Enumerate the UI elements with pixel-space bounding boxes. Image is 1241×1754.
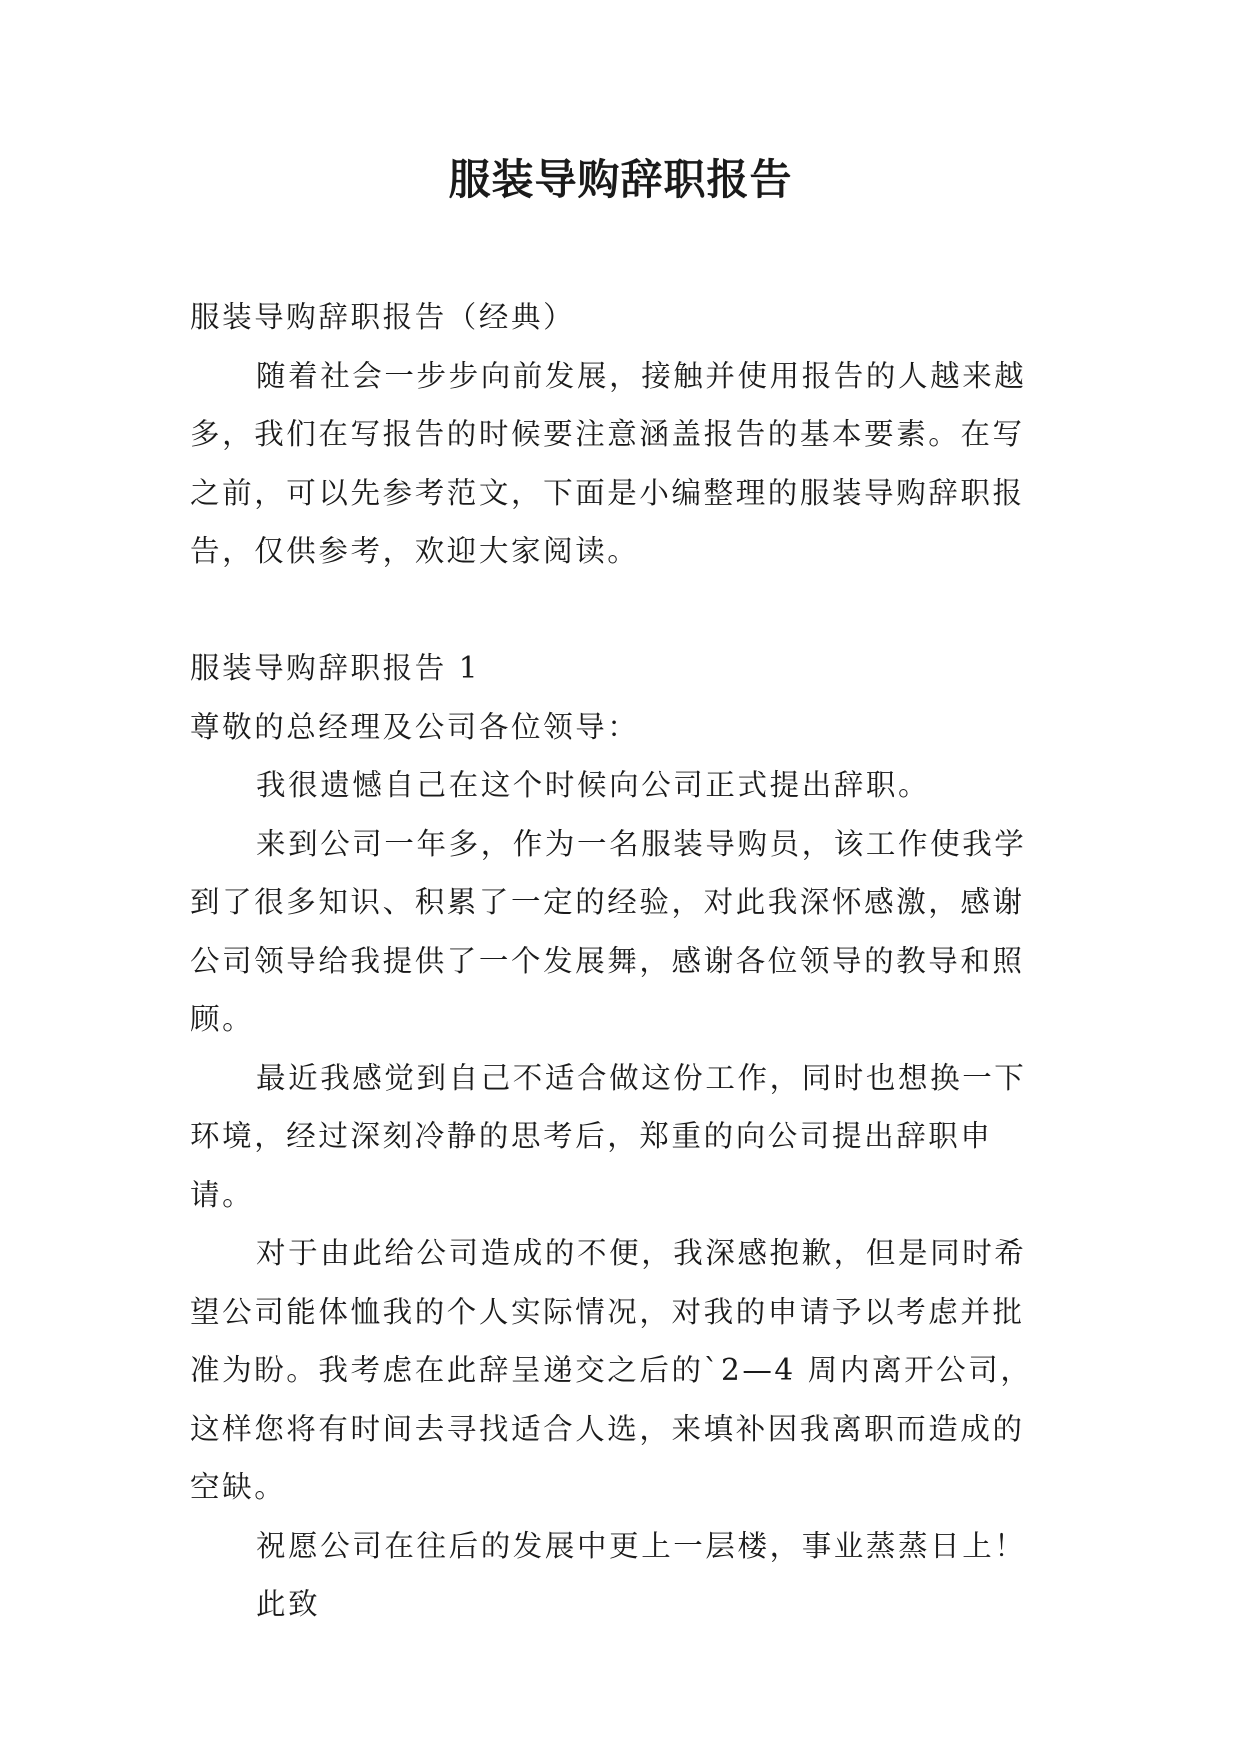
body-paragraph: 我很遗憾自己在这个时候向公司正式提出辞职。 bbox=[256, 768, 931, 802]
document-body bbox=[190, 288, 1050, 1634]
body-paragraph: 来到公司一年多，作为一名服装导购员，该工作使我学到了很多知识、积累了一定的经验，对此我深怀感激，感谢公司领导给我提供了一个发展舞，感谢各位领导的教导和照顾。 bbox=[190, 826, 1027, 1036]
closing-regards: 此致 bbox=[256, 1587, 321, 1621]
section-heading: 服装导购辞职报告 1 bbox=[190, 651, 481, 685]
intro-paragraph: 随着社会一步步向前发展，接触并使用报告的人越来越多，我们在写报告的时候要注意涵盖报告的基本要素。在写之前，可以先参考范文，下面是小编整理的服装导购辞职报告，仅供参考，欢迎大家阅读。 bbox=[190, 358, 1027, 568]
closing-wish: 祝愿公司在往后的发展中更上一层楼，事业蒸蒸日上！ bbox=[256, 1528, 1027, 1563]
body-paragraph: 对于由此给公司造成的不便，我深感抱歉，但是同时希望公司能体恤我的个人实际情况，对我的申请予以考虑并批准为盼。我考虑在此辞呈递交之后的`2—4 周内离开公司，这样您将有时间去寻找适合人选，来填补因我离职而造成的空缺。 bbox=[190, 1236, 1033, 1504]
salutation: 尊敬的总经理及公司各位领导： bbox=[190, 709, 640, 744]
body-paragraph: 最近我感觉到自己不适合做这份工作，同时也想换一下环境，经过深刻冷静的思考后，郑重的向公司提出辞职申请。 bbox=[190, 1060, 1027, 1212]
section-spacer bbox=[190, 581, 1050, 640]
intro-heading: 服装导购辞职报告（经典） bbox=[190, 300, 576, 334]
document-title: 服装导购辞职报告 bbox=[448, 155, 793, 204]
